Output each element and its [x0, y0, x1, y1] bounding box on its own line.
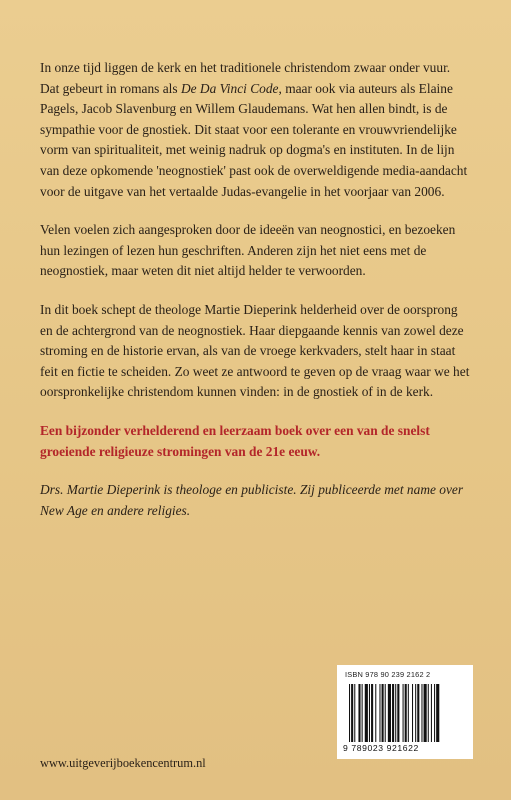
blurb-paragraph-1 — [40, 58, 472, 202]
author-bio: Drs. Martie Dieperink is theologe en publiciste. Zij publiceerde met name over New Age en andere religies. — [40, 482, 464, 518]
isbn-label: ISBN 978 90 239 2162 2 — [345, 670, 431, 679]
paragraph-text: , maar ook via auteurs als Elaine Pagels, Jacob Slavenburg en Willem Glaudemans. Wat hen allen bindt, is de sympathie voor de gnostiek. Dit staat voor een tolerante en vrouwvriendelijke vorm van spiritualiteit, met weinig nadruk op dogma's en instituten. In de lijn van deze opkomende 'neognostiek' past ook de overweldigende media-aandacht voor de uitgave van het vertaalde Judas-evangelie in het voorjaar van 2006. — [40, 80, 468, 199]
paragraph-text: In dit boek schept de theologe Martie Dieperink helderheid over de oorsprong en de achtergrond van de neognostiek. Haar diepgaande kennis van zowel deze stroming en de historie ervan, als van de vroege kerkvaders, stelt haar in staat feit en fictie te scheiden. Zo weet ze antwoord te geven op de vraag waar we het oorspronkelijke christendom kunnen vinden: in de gnostiek of in de kerk. — [40, 301, 470, 400]
barcode-panel — [337, 665, 473, 759]
barcode-digits: 9 789023 921622 — [343, 743, 419, 753]
book-title-reference: De Da Vinci Code — [180, 80, 279, 96]
highlight-statement: Een bijzonder verhelderend en leerzaam boek over een van de snelst groeiende religieuze stromingen van de 21e eeuw. — [40, 422, 430, 459]
blurb-text — [40, 58, 472, 539]
blurb-paragraph-3 — [40, 300, 472, 403]
paragraph-text: In onze tijd liggen de kerk en het traditionele christendom zwaar onder vuur. Dat gebeurt in romans als — [40, 60, 451, 96]
publisher-website[interactable]: www.uitgeverijboekencentrum.nl — [40, 756, 206, 770]
blurb-paragraph-2 — [40, 220, 472, 282]
barcode-icon — [349, 684, 465, 742]
paragraph-text: Velen voelen zich aangesproken door de ideeën van neognostici, en bezoeken hun lezingen of lezen hun geschriften. Anderen zijn het niet eens met de neognostiek, maar weten dit niet altijd helder te verwoorden. — [40, 222, 456, 279]
